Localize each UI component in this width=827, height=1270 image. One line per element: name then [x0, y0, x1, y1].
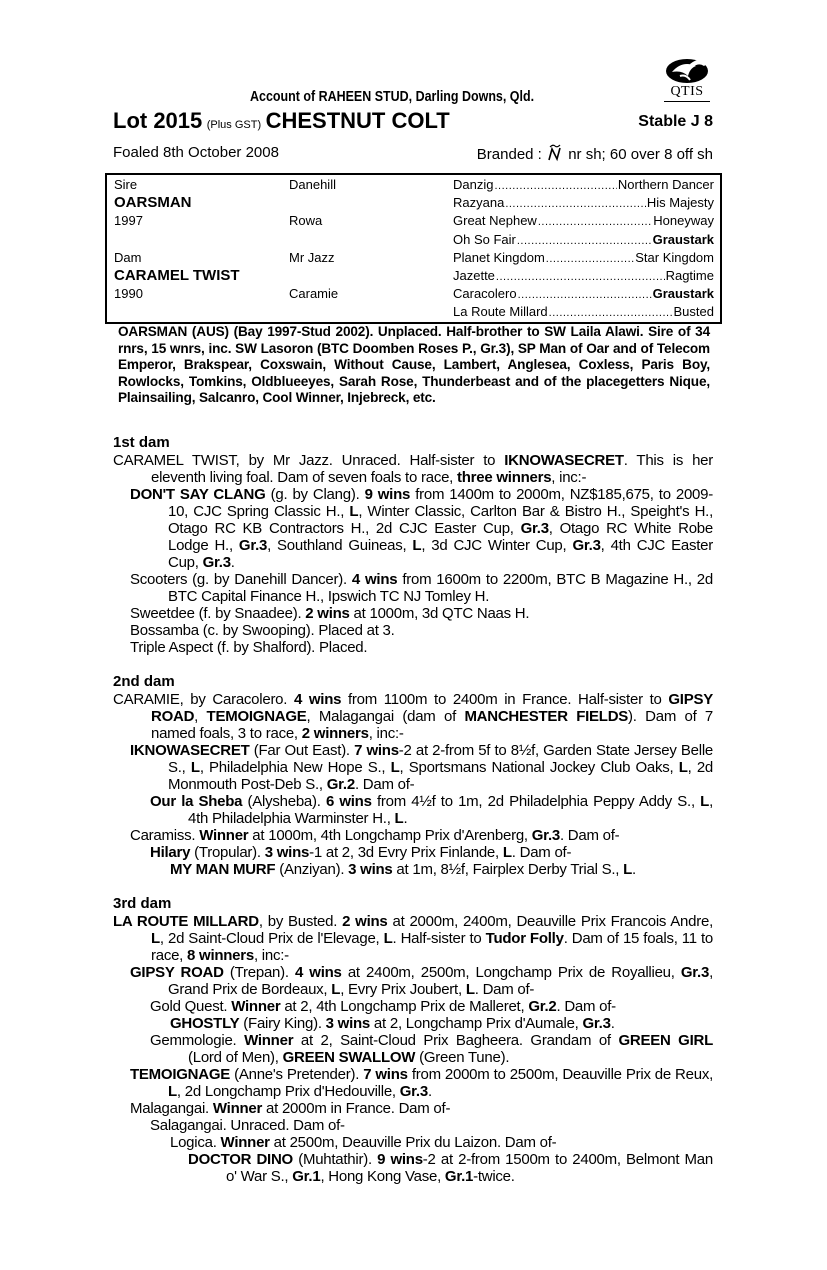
text-run: . [403, 810, 408, 827]
pedigree-entry [113, 742, 713, 793]
text-run: at 2000m, 2400m, Deauville Prix Francois Andre, [387, 913, 713, 930]
text-run: , Hong Kong Vase, [320, 1168, 445, 1185]
pedigree-col3 [453, 176, 714, 195]
bold-text-run: TEMOIGNAGE [206, 708, 307, 725]
great-grandsire-name: Honeyway [653, 213, 714, 229]
bold-text-run: L [502, 844, 512, 861]
pedigree-entry [113, 691, 713, 742]
text-run: (Anziyan). [275, 861, 349, 878]
pedigree-entry [113, 1066, 713, 1100]
text-run: . This is her eleventh living foal. Dam of seven foals to race, [151, 452, 714, 486]
pedigree-col3 [453, 267, 714, 286]
dot-leader [546, 249, 634, 268]
bold-text-run: 2 wins [342, 913, 388, 930]
bold-text-run: GREEN SWALLOW [282, 1049, 416, 1066]
pedigree-entry [113, 827, 713, 844]
lot-title: CHESTNUT COLT [265, 108, 450, 133]
grandparent-name: Caracolero [453, 286, 517, 302]
bold-text-run: Gr.1 [292, 1168, 321, 1185]
text-run: from 1600m to 2200m, BTC B Magazine H., 2d BTC Capital Finance H., Ipswich TC NJ Tomley H. [168, 571, 713, 605]
text-run: at 2, Longchamp Prix d'Aumale, [370, 1015, 583, 1032]
dot-leader [517, 231, 652, 250]
text-run: Caramiss. [130, 827, 200, 844]
pedigree-col1: Sire [114, 177, 138, 192]
pedigree-row [107, 249, 720, 267]
bold-text-run: DOCTOR DINO [188, 1151, 293, 1168]
text-run: , Grand Prix de Bordeaux, [168, 964, 713, 998]
text-run: , Southland Guineas, [267, 537, 413, 554]
pedigree-row [107, 303, 720, 321]
pedigree-col1: CARAMEL TWIST [114, 267, 240, 284]
bold-text-run: Tudor Folly [485, 930, 564, 947]
pedigree-col3 [453, 303, 714, 322]
grandparent-name: Razyana [453, 195, 505, 211]
bold-text-run: MY MAN MURF [170, 861, 276, 878]
text-run: . Half-sister to [392, 930, 486, 947]
text-run: (Green Tune). [415, 1049, 510, 1066]
text-run: . [632, 861, 636, 878]
stable-location: Stable J 8 [638, 113, 713, 130]
pedigree-col3 [453, 212, 714, 231]
bold-text-run: Gr.3 [238, 537, 268, 554]
bold-text-run: MANCHESTER FIELDS [464, 708, 629, 725]
bold-text-run: 8 winners [187, 947, 254, 964]
text-run: from 1400m to 2000m, NZ$185,675, to 2009-10, CJC Spring Classic H., [168, 486, 713, 520]
qtis-logo [660, 54, 714, 108]
pedigree-col1: Dam [114, 249, 142, 265]
pedigree-col3 [453, 231, 714, 250]
grandparent-name: La Route Millard [453, 304, 548, 320]
text-run: , 3d CJC Winter Cup, [421, 537, 573, 554]
dot-leader [538, 212, 652, 231]
text-run: . Dam of- [511, 844, 572, 861]
pedigree-entry [113, 1015, 713, 1032]
pedigree-entry [113, 1117, 713, 1134]
bold-text-run: Gr.3 [520, 520, 549, 537]
text-run: Scooters (g. by Danehill Dancer). [130, 571, 352, 588]
text-run: , 2d Longchamp Prix d'Hedouville, [176, 1083, 400, 1100]
text-run: (Anne's Pretender). [230, 1066, 364, 1083]
pedigree-entry [113, 571, 713, 605]
bold-text-run: L [678, 759, 688, 776]
text-run: , 2d Saint-Cloud Prix de l'Elevage, [159, 930, 384, 947]
text-run: (Trepan). [223, 964, 295, 981]
bold-text-run: GHOSTLY [170, 1015, 240, 1032]
text-run: , by Busted. [258, 913, 343, 930]
text-run: Gold Quest. [150, 998, 232, 1015]
bold-text-run: Gr.3 [572, 537, 601, 554]
bold-text-run: Gr.2 [528, 998, 557, 1015]
text-run: (Far Out East). [249, 742, 355, 759]
text-run: . [427, 1083, 432, 1100]
bold-text-run: L [349, 503, 359, 520]
dot-leader [549, 303, 673, 322]
logo-rule [664, 101, 710, 102]
text-run: Gemmologie. [150, 1032, 245, 1049]
pedigree-entry [113, 486, 713, 571]
bold-text-run: 9 wins [364, 486, 411, 503]
horse-head-icon [660, 54, 714, 86]
great-grandsire-name: Northern Dancer [617, 177, 714, 192]
brand-mark-icon [546, 144, 564, 162]
pedigree-row [107, 212, 720, 230]
bold-text-run: three winners [457, 469, 552, 486]
lot-line [113, 108, 713, 134]
text-run: at 2, 4th Longchamp Prix de Malleret, [280, 998, 529, 1015]
great-grandsire-name: Star Kingdom [635, 249, 714, 265]
pedigree-table [105, 173, 722, 324]
bold-text-run: TEMOIGNAGE [130, 1066, 231, 1083]
text-run: Malagangai. [130, 1100, 213, 1117]
bold-text-run: 2 wins [305, 605, 350, 622]
pedigree-col1: 1997 [114, 213, 143, 229]
bold-text-run: L [412, 537, 422, 554]
pedigree-entry [113, 452, 713, 486]
text-run: at 2500m, Deauville Prix du Laizon. Dam of- [269, 1134, 557, 1151]
pedigree-entry [113, 861, 713, 878]
pedigree-col2: Danehill [289, 177, 336, 192]
text-run: from 1100m to 2400m in France. Half-sister to [341, 691, 669, 708]
bold-text-run: 4 wins [295, 964, 342, 981]
dot-leader [505, 194, 646, 213]
dot-leader [494, 176, 616, 195]
pedigree-entry [113, 998, 713, 1015]
text-run: , Winter Classic, Carlton Bar & Bistro H., Speight's H., Otago RC KB Contractors H., 2d CJC Easter Cup, [168, 503, 713, 537]
bold-text-run: Gr.2 [326, 776, 355, 793]
bold-text-run: DON'T SAY CLANG [130, 486, 266, 503]
text-run: at 2400m, 2500m, Longchamp Prix de Royallieu, [341, 964, 681, 981]
text-run: . Dam of 15 foals, 11 to race, [151, 930, 714, 964]
bold-text-run: 3 wins [264, 844, 310, 861]
bold-text-run: L [390, 759, 400, 776]
text-run: ). Dam of 7 named foals, 3 to race, [151, 708, 714, 742]
text-run: Salagangai. Unraced. Dam of- [150, 1117, 345, 1134]
text-run: , 4th CJC Easter Cup, [168, 537, 713, 571]
text-run: from 2000m to 2500m, Deauville Prix de Reux, [407, 1066, 713, 1083]
bold-text-run: L [623, 861, 633, 878]
bold-text-run: L [700, 793, 710, 810]
pedigree-entry [113, 1151, 713, 1185]
bold-text-run: 4 wins [293, 691, 342, 708]
text-run: CARAMIE, by Caracolero. [113, 691, 294, 708]
bold-text-run: LA ROUTE MILLARD [113, 913, 259, 930]
bold-text-run: L [394, 810, 404, 827]
text-run: Sweetdee (f. by Snaadee). [130, 605, 306, 622]
pedigree-col1: 1990 [114, 286, 143, 302]
text-run: . Dam of- [354, 776, 415, 793]
text-run: . [230, 554, 235, 571]
foaled-date: Foaled 8th October 2008 [113, 144, 279, 161]
pedigree-entry [113, 844, 713, 861]
text-run: at 1m, 8½f, Fairplex Derby Trial S., [392, 861, 624, 878]
pedigree-col2: Caramie [289, 286, 339, 302]
bold-text-run: Gr.3 [582, 1015, 611, 1032]
bold-text-run: Gr.3 [399, 1083, 428, 1100]
bold-text-run: Winner [244, 1032, 294, 1049]
pedigree-col1: OARSMAN [114, 194, 192, 212]
pedigree-entry [113, 964, 713, 998]
text-run: . Dam of- [559, 827, 620, 844]
great-grandsire-name: Graustark [652, 231, 714, 247]
bold-text-run: 9 wins [377, 1151, 423, 1168]
pedigree-entry [113, 913, 713, 964]
section-heading: 2nd dam [113, 673, 175, 690]
text-run: at 1000m, 3d QTC Naas H. [349, 605, 530, 622]
logo-text: QTIS [670, 84, 704, 99]
bold-text-run: 4 wins [351, 571, 398, 588]
text-run: Triple Aspect (f. by Shalford). Placed. [130, 639, 368, 656]
text-run: at 1000m, 4th Longchamp Prix d'Arenberg, [248, 827, 532, 844]
pedigree-entry [113, 639, 713, 656]
text-run: -2 at 2-from 5f to 8½f, Garden State Jersey Belle S., [168, 742, 713, 776]
pedigree-row [107, 231, 720, 249]
text-run: (Alysheba). [242, 793, 326, 810]
text-run: at 2, Saint-Cloud Prix Bagheera. Grandam of [293, 1032, 619, 1049]
pedigree-row [107, 194, 720, 212]
text-run: CARAMEL TWIST, by Mr Jazz. Unraced. Half-sister to [113, 452, 505, 469]
bold-text-run: Gr.3 [531, 827, 560, 844]
sire-summary: OARSMAN (AUS) (Bay 1997-Stud 2002). Unplaced. Half-brother to SW Laila Alawi. Sire of 34 rnrs, 15 wnrs, inc. SW Lasoron (BTC Doomben Roses P., Gr.3), SP Man of Oar and of Telecom Emperor, Brakspear, Coxswain, Without Cause, Lambert, Anglesea, Coxless, Paris Boy, Rowlocks, Tomkins, Oldblueeyes, Sarah Rose, Thunderbeast and of the placegetters Nique, Plainsailing, Salcanro, Cool Winner, Injebreck, etc. [118, 324, 710, 405]
bold-text-run: Our la Sheba [150, 793, 243, 810]
dam-family-notes [113, 434, 713, 1202]
dot-leader [496, 267, 665, 286]
text-run: (Lord of Men), [188, 1049, 283, 1066]
grandparent-name: Danzig [453, 177, 494, 192]
dam-section [113, 434, 713, 656]
section-heading: 3rd dam [113, 895, 172, 912]
text-run: , inc:- [368, 725, 404, 742]
text-run: , Malagangai (dam of [306, 708, 465, 725]
text-run: -2 at 2-from 1500m to 2400m, Belmont Man o' War S., [226, 1151, 713, 1185]
text-run: , Philadelphia New Hope S., [199, 759, 391, 776]
text-run: . Dam of- [556, 998, 616, 1015]
bold-text-run: Gr.3 [202, 554, 231, 571]
vendor-account: Account of RAHEEN STUD, Darling Downs, Qld. [250, 89, 535, 105]
brand-info [477, 144, 713, 163]
pedigree-col3 [453, 285, 714, 304]
pedigree-entry [113, 793, 713, 827]
text-run: . [610, 1015, 615, 1032]
text-run: , 2d Monmouth Post-Deb S., [168, 759, 714, 793]
bold-text-run: L [190, 759, 200, 776]
great-grandsire-name: Busted [673, 304, 714, 320]
pedigree-entry [113, 1032, 713, 1066]
text-run: , 4th Philadelphia Warminster H., [188, 793, 714, 827]
text-run: from 4½f to 1m, 2d Philadelphia Peppy Addy S., [371, 793, 701, 810]
pedigree-row [107, 176, 720, 194]
bold-text-run: Hilary [150, 844, 191, 861]
bold-text-run: GREEN GIRL [618, 1032, 714, 1049]
text-run: (g. by Clang). [265, 486, 365, 503]
bold-text-run: Gr.3 [680, 964, 710, 981]
bold-text-run: L [151, 930, 160, 947]
bold-text-run: L [168, 1083, 177, 1100]
dam-section [113, 895, 713, 1185]
bold-text-run: 3 wins [325, 1015, 371, 1032]
section-heading: 1st dam [113, 434, 170, 451]
pedigree-entry [113, 605, 713, 622]
bold-text-run: 3 wins [348, 861, 393, 878]
pedigree-entry [113, 1100, 713, 1117]
bold-text-run: 6 wins [325, 793, 372, 810]
grandparent-name: Planet Kingdom [453, 249, 545, 265]
bold-text-run: IKNOWASECRET [130, 742, 250, 759]
pedigree-col3 [453, 249, 714, 268]
bold-text-run: GIPSY ROAD [130, 964, 224, 981]
great-grandsire-name: Ragtime [665, 268, 714, 283]
bold-text-run: Winner [220, 1134, 270, 1151]
great-grandsire-name: His Majesty [646, 195, 714, 211]
bold-text-run: IKNOWASECRET [504, 452, 624, 469]
pedigree-col2: Rowa [289, 213, 323, 229]
bold-text-run: Winner [199, 827, 249, 844]
text-run: , Evry Prix Joubert, [340, 981, 466, 998]
bold-text-run: GIPSY ROAD [151, 691, 713, 725]
pedigree-row [107, 285, 720, 303]
dot-leader [518, 285, 652, 304]
bold-text-run: Winner [212, 1100, 263, 1117]
bold-text-run: 7 wins [354, 742, 399, 759]
text-run: at 2000m in France. Dam of- [262, 1100, 451, 1117]
text-run: (Muhtathir). [292, 1151, 378, 1168]
bold-text-run: L [331, 981, 341, 998]
text-run: Logica. [170, 1134, 221, 1151]
lot-number: Lot 2015 [113, 108, 203, 133]
text-run: . Dam of- [474, 981, 535, 998]
pedigree-col2: Mr Jazz [289, 249, 335, 265]
pedigree-row [107, 267, 720, 285]
text-run: -1 at 2, 3d Evry Prix Finlande, [309, 844, 503, 861]
bold-text-run: L [383, 930, 393, 947]
pedigree-entry [113, 622, 713, 639]
grandparent-name: Jazette [453, 268, 495, 283]
bold-text-run: 7 wins [363, 1066, 408, 1083]
text-run: , Sportsmans National Jockey Club Oaks, [399, 759, 679, 776]
dam-section [113, 673, 713, 878]
branded-label: Branded : [476, 146, 542, 163]
pedigree-col3 [453, 194, 714, 213]
text-run: (Tropular). [190, 844, 265, 861]
text-run: Bossamba (c. by Swooping). Placed at 3. [130, 622, 395, 639]
plus-gst-note: (Plus GST) [206, 119, 262, 131]
great-grandsire-name: Graustark [652, 286, 714, 302]
text-run: -twice. [473, 1168, 515, 1185]
grandparent-name: Oh So Fair [453, 231, 516, 247]
text-run: , inc:- [253, 947, 289, 964]
bold-text-run: 2 winners [301, 725, 369, 742]
text-run: (Fairy King). [239, 1015, 326, 1032]
text-run: , Otago RC White Robe Lodge H., [168, 520, 713, 554]
bold-text-run: Gr.1 [444, 1168, 474, 1185]
branded-text: nr sh; 60 over 8 off sh [568, 146, 713, 163]
bold-text-run: Winner [231, 998, 281, 1015]
text-run: , inc:- [551, 469, 587, 486]
foaled-line [113, 144, 713, 161]
pedigree-entry [113, 1134, 713, 1151]
text-run: , [194, 708, 207, 725]
grandparent-name: Great Nephew [453, 213, 537, 229]
bold-text-run: L [465, 981, 475, 998]
